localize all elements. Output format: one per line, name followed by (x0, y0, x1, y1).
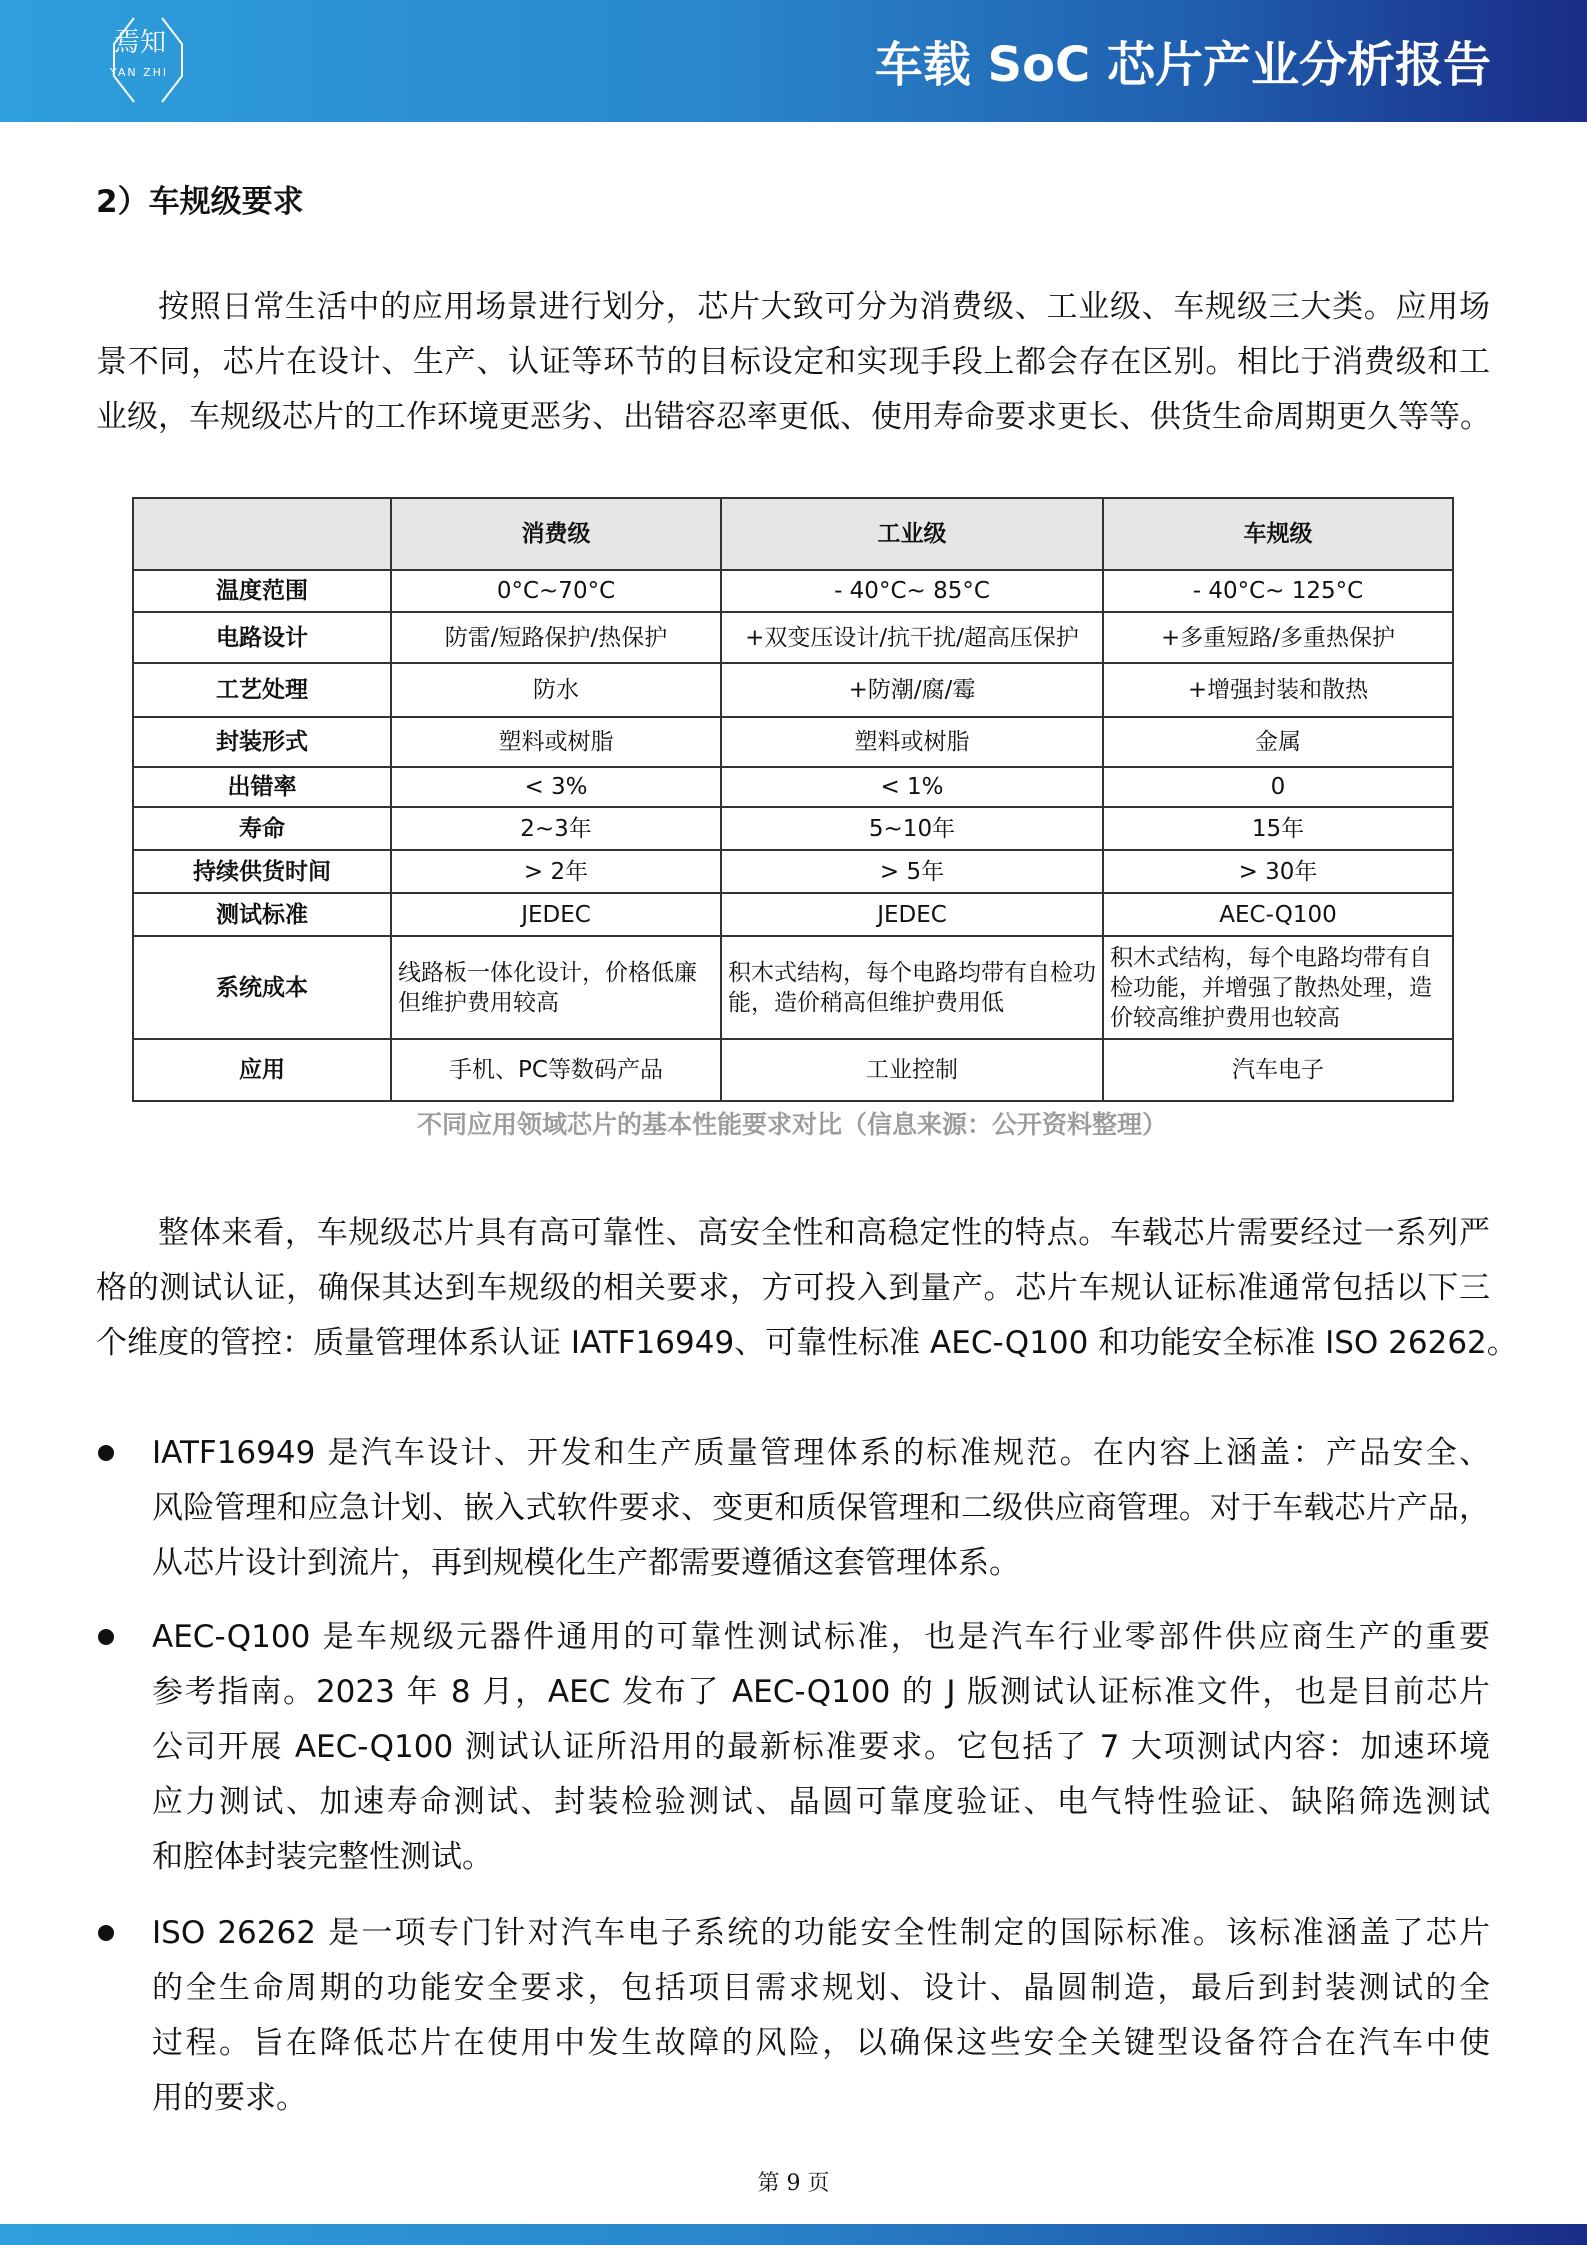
table-cell: > 5年 (721, 850, 1103, 893)
text-line: 公司开展 AEC-Q100 测试认证所沿用的最新标准要求。它包括了 7 大项测试内容：加速环境 (152, 1729, 1490, 1765)
footer-banner (0, 2224, 1587, 2245)
header-cell: 消费级 (391, 498, 721, 570)
header-cell: 工业级 (721, 498, 1103, 570)
table-cell: 工业控制 (721, 1039, 1103, 1101)
row-header-cell: 测试标准 (133, 893, 391, 936)
table-cell: JEDEC (721, 893, 1103, 936)
table-cell: 积木式结构，每个电路均带有自检功能，并增强了散热处理，造价较高维护费用也较高 (1103, 936, 1453, 1039)
table-cell: 线路板一体化设计，价格低廉但维护费用较高 (391, 936, 721, 1039)
table-cell: - 40°C~ 125°C (1103, 570, 1453, 612)
table-row (133, 850, 1453, 893)
logo-chars: 焉知 (114, 28, 167, 58)
table-cell: 2~3年 (391, 807, 721, 850)
intro-paragraph (96, 280, 1490, 445)
table-row (133, 807, 1453, 850)
table-cell: 汽车电子 (1103, 1039, 1453, 1101)
comparison-table (132, 497, 1454, 1102)
bullet-aec-q100 (152, 1610, 1490, 1885)
table-cell: 15年 (1103, 807, 1453, 850)
table-cell: AEC-Q100 (1103, 893, 1453, 936)
table-block (132, 497, 1452, 1142)
table-row (133, 663, 1453, 717)
row-header-cell: 寿命 (133, 807, 391, 850)
text-line: 过程。旨在降低芯片在使用中发生故障的风险，以确保这些安全关键型设备符合在汽车中使 (152, 2025, 1490, 2061)
text-line: 从芯片设计到流片，再到规模化生产都需要遵循这套管理体系。 (152, 1545, 1020, 1581)
text-line: 风险管理和应急计划、嵌入式软件要求、变更和质保管理和二级供应商管理。对于车载芯片产品， (152, 1490, 1490, 1526)
row-header-cell: 温度范围 (133, 570, 391, 612)
table-cell: 积木式结构，每个电路均带有自检功能，造价稍高但维护费用低 (721, 936, 1103, 1039)
text-line: 个维度的管控：质量管理体系认证 IATF16949、可靠性标准 AEC-Q100 和功能安全标准 ISO 26262。 (96, 1325, 1518, 1361)
table-cell: 金属 (1103, 717, 1453, 767)
text-line: 业级，车规级芯片的工作环境更恶劣、出错容忍率更低、使用寿命要求更长、供货生命周期更久等等。 (96, 399, 1491, 435)
table-cell: +双变压设计/抗干扰/超高压保护 (721, 612, 1103, 663)
table-cell: < 1% (721, 767, 1103, 807)
table-cell: > 2年 (391, 850, 721, 893)
text-line: 应力测试、加速寿命测试、封装检验测试、晶圆可靠度验证、电气特性验证、缺陷筛选测试 (152, 1784, 1490, 1820)
row-header-cell: 出错率 (133, 767, 391, 807)
table-cell: JEDEC (391, 893, 721, 936)
table-cell: 0 (1103, 767, 1453, 807)
text-line: 参考指南。2023 年 8 月，AEC 发布了 AEC-Q100 的 J 版测试认证标准文件，也是目前芯片 (152, 1674, 1490, 1710)
table-cell: 防水 (391, 663, 721, 717)
table-row (133, 1039, 1453, 1101)
table-cell: - 40°C~ 85°C (721, 570, 1103, 612)
text-line: ISO 26262 是一项专门针对汽车电子系统的功能安全性制定的国际标准。该标准涵盖了芯片 (152, 1915, 1490, 1951)
table-cell: 0°C~70°C (391, 570, 721, 612)
logo-text: YAN ZHI (110, 66, 169, 79)
page-number: 第 9 页 (757, 2171, 830, 2196)
bullet-dot-icon (98, 1445, 114, 1461)
table-cell: +防潮/腐/霉 (721, 663, 1103, 717)
bullet-dot-icon (98, 1925, 114, 1941)
text-line: 用的要求。 (152, 2080, 307, 2116)
bullet-dot-icon (98, 1629, 114, 1645)
row-header-cell: 封装形式 (133, 717, 391, 767)
text-line: 和腔体封装完整性测试。 (152, 1839, 493, 1875)
table-row (133, 767, 1453, 807)
table-cell: +增强封装和散热 (1103, 663, 1453, 717)
table-row (133, 612, 1453, 663)
table-row (133, 570, 1453, 612)
table-cell: 手机、PC等数码产品 (391, 1039, 721, 1101)
table-row (133, 717, 1453, 767)
row-header-cell: 电路设计 (133, 612, 391, 663)
text-line: 按照日常生活中的应用场景进行划分，芯片大致可分为消费级、工业级、车规级三大类。应用场 (158, 289, 1490, 325)
text-line: 整体来看，车规级芯片具有高可靠性、高安全性和高稳定性的特点。车载芯片需要经过一系列严 (158, 1215, 1490, 1251)
row-header-cell: 系统成本 (133, 936, 391, 1039)
summary-paragraph (96, 1206, 1518, 1371)
text-line: 格的测试认证，确保其达到车规级的相关要求，方可投入到量产。芯片车规认证标准通常包括以下三 (96, 1270, 1490, 1306)
text-line: IATF16949 是汽车设计、开发和生产质量管理体系的标准规范。在内容上涵盖：产品安全、 (152, 1435, 1490, 1471)
row-header-cell: 持续供货时间 (133, 850, 391, 893)
table-row (133, 893, 1453, 936)
table-cell: 塑料或树脂 (721, 717, 1103, 767)
table-cell: < 3% (391, 767, 721, 807)
report-title: 车载 SoC 芯片产业分析报告 (874, 37, 1491, 93)
table-cell: 防雷/短路保护/热保护 (391, 612, 721, 663)
table-header-row (133, 498, 1453, 570)
row-header-cell: 应用 (133, 1039, 391, 1101)
table-cell: 5~10年 (721, 807, 1103, 850)
row-header-cell: 工艺处理 (133, 663, 391, 717)
table-caption: 不同应用领域芯片的基本性能要求对比（信息来源：公开资料整理） (416, 1110, 1167, 1139)
header-cell (133, 498, 391, 570)
text-line: 景不同，芯片在设计、生产、认证等环节的目标设定和实现手段上都会存在区别。相比于消费级和工 (96, 344, 1490, 380)
section-title: 2）车规级要求 (96, 184, 304, 220)
header-banner (0, 0, 1587, 122)
table-cell: > 30年 (1103, 850, 1453, 893)
text-line: AEC-Q100 是车规级元器件通用的可靠性测试标准，也是汽车行业零部件供应商生产的重要 (152, 1619, 1490, 1655)
table-row (133, 936, 1453, 1039)
header-cell: 车规级 (1103, 498, 1453, 570)
table-cell: +多重短路/多重热保护 (1103, 612, 1453, 663)
bullet-iso26262 (152, 1906, 1490, 2126)
bullet-iatf16949 (152, 1426, 1490, 1591)
table-cell: 塑料或树脂 (391, 717, 721, 767)
text-line: 的全生命周期的功能安全要求，包括项目需求规划、设计、晶圆制造，最后到封装测试的全 (152, 1970, 1490, 2006)
